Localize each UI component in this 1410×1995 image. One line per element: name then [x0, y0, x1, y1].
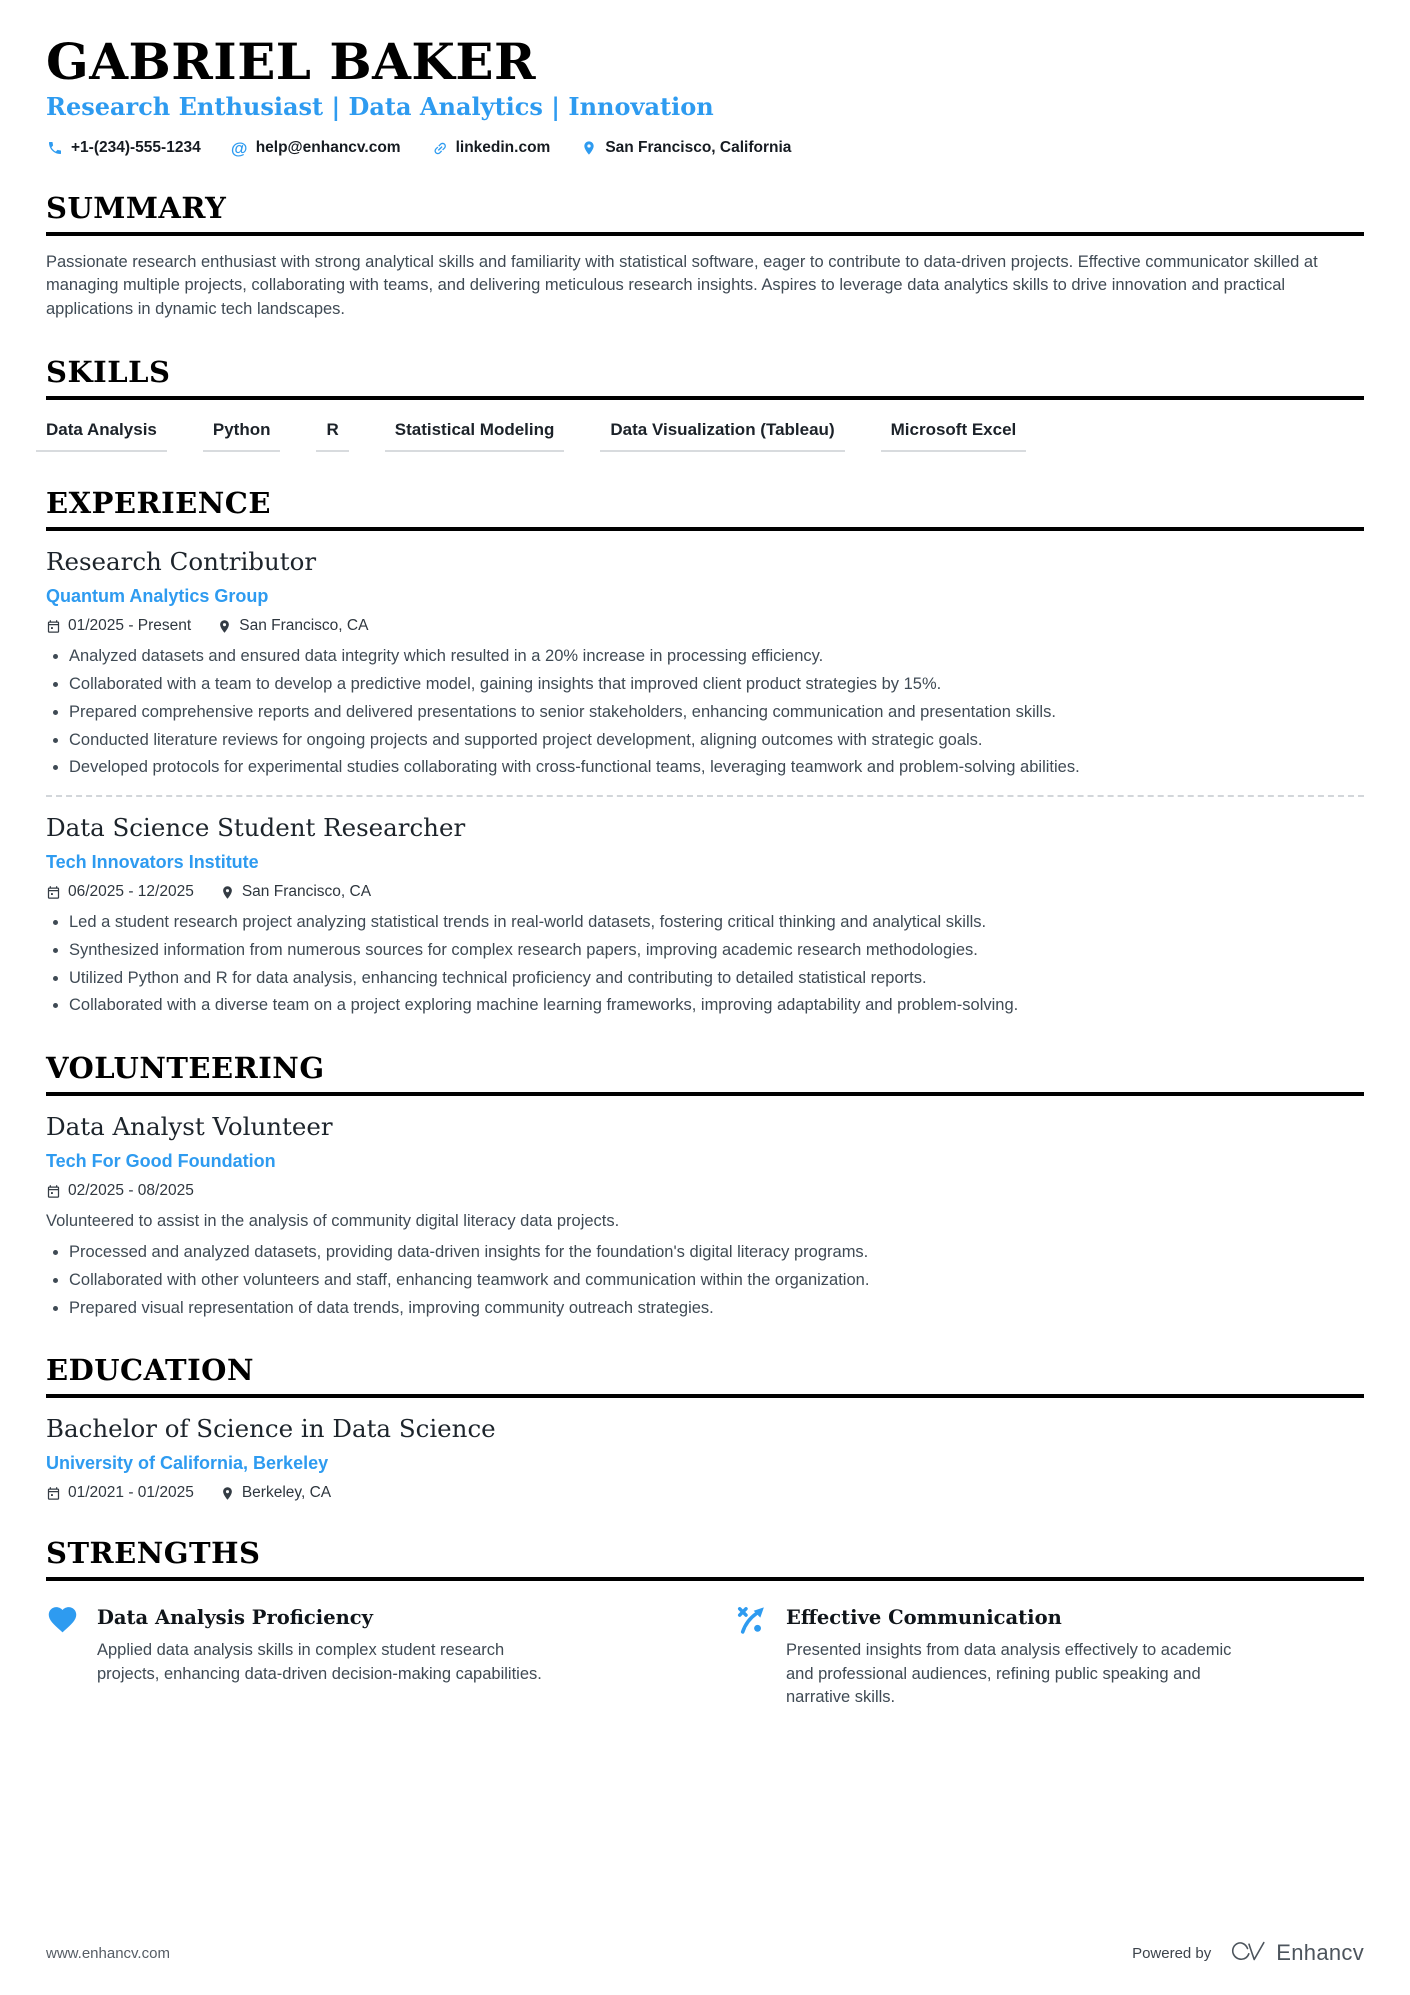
- section-strengths: [46, 1536, 1364, 1709]
- calendar-icon: [46, 885, 61, 900]
- link-icon: [427, 136, 451, 160]
- strength-item: [735, 1603, 1364, 1709]
- bullet: • Synthesized information from numerous sources for complex research papers, improving academic research methodologies.: [69, 939, 1364, 962]
- strengths-grid: [46, 1603, 1364, 1709]
- volunteer-company: Tech For Good Foundation: [46, 1151, 276, 1172]
- education-entry: [46, 1414, 1364, 1502]
- job-bullets: [46, 911, 1364, 1017]
- pin-icon: [220, 1486, 235, 1501]
- skill-item: Python: [203, 420, 281, 452]
- contact-row: [46, 139, 1364, 157]
- calendar-icon: [46, 1486, 61, 1501]
- school-name: University of California, Berkeley: [46, 1453, 329, 1474]
- job-title: Research Contributor: [46, 547, 317, 577]
- volunteering-entry: [46, 1112, 1364, 1319]
- pin-icon: [220, 885, 235, 900]
- experience-entry: [46, 547, 1364, 779]
- contact-phone: [46, 139, 201, 157]
- job-location: San Francisco, CA: [220, 883, 371, 901]
- section-volunteering: [46, 1051, 1364, 1319]
- candidate-tagline: Research Enthusiast | Data Analytics | Innovation: [46, 92, 714, 121]
- entry-divider: [46, 795, 1364, 797]
- volunteer-bullets: [46, 1241, 1364, 1319]
- volunteer-title: Data Analyst Volunteer: [46, 1112, 333, 1142]
- bullet: • Conducted literature reviews for ongoing projects and supported project development, aligning outcomes with strategic goals.: [69, 729, 1364, 752]
- pin-icon: [580, 140, 597, 157]
- job-company: Quantum Analytics Group: [46, 586, 269, 607]
- calendar-icon: [46, 1184, 61, 1199]
- calendar-icon: [46, 619, 61, 634]
- job-title: Data Science Student Researcher: [46, 813, 466, 843]
- strengths-heading: STRENGTHS: [46, 1536, 1364, 1581]
- job-dates: 06/2025 - 12/2025: [46, 883, 194, 901]
- enhancv-logo-text: Enhancv: [1276, 1940, 1364, 1965]
- bullet: • Led a student research project analyzing statistical trends in real-world datasets, fostering critical thinking and analytical skills.: [69, 911, 1364, 934]
- candidate-name: GABRIEL BAKER: [46, 32, 537, 91]
- powered-by-label: Powered by: [1132, 1944, 1212, 1962]
- skill-item: Microsoft Excel: [881, 420, 1027, 452]
- page-footer: [46, 1939, 1364, 1967]
- pin-icon: [217, 619, 232, 634]
- strength-text: Presented insights from data analysis effectively to academic and professional audiences, refining public speaking and narrative skills.: [786, 1641, 1232, 1707]
- bullet: • Collaborated with a team to develop a predictive model, gaining insights that improved client product strategies by 15%.: [69, 673, 1364, 696]
- strategy-icon: [735, 1603, 771, 1709]
- contact-location: [580, 139, 791, 157]
- skills-heading: SKILLS: [46, 355, 1364, 400]
- strength-body: [786, 1603, 1248, 1709]
- skill-item: Statistical Modeling: [385, 420, 565, 452]
- bullet: • Analyzed datasets and ensured data integrity which resulted in a 20% increase in processing efficiency.: [69, 645, 1364, 668]
- contact-email[interactable]: [231, 139, 401, 157]
- contact-linkedin[interactable]: [431, 139, 551, 157]
- contact-phone-text: +1-(234)-555-1234: [71, 139, 201, 156]
- skill-item: R: [316, 420, 348, 452]
- strength-title: Data Analysis Proficiency: [97, 1606, 373, 1630]
- education-dates: 01/2021 - 01/2025: [46, 1484, 194, 1502]
- skill-item: Data Visualization (Tableau): [600, 420, 844, 452]
- at-icon: @: [230, 138, 248, 158]
- volunteering-heading: VOLUNTEERING: [46, 1051, 1364, 1096]
- skills-row: [46, 420, 1364, 452]
- powered-by: [1132, 1939, 1364, 1967]
- skill-item: Data Analysis: [36, 420, 167, 452]
- footer-site-link[interactable]: www.enhancv.com: [46, 1944, 170, 1962]
- strength-body: [97, 1603, 559, 1709]
- bullet: • Prepared visual representation of data trends, improving community outreach strategies.: [69, 1297, 1364, 1320]
- volunteer-dates: 02/2025 - 08/2025: [46, 1182, 194, 1200]
- experience-heading: EXPERIENCE: [46, 486, 1364, 531]
- volunteer-meta: [46, 1182, 1364, 1200]
- summary-heading: SUMMARY: [46, 191, 1364, 236]
- job-meta: [46, 617, 1364, 635]
- education-heading: EDUCATION: [46, 1353, 1364, 1398]
- summary-text: Passionate research enthusiast with strong analytical skills and familiarity with statistical software, eager to contribute to data-driven projects. Effective communicator skilled at managing multiple projects, collaborating with teams, and delivering meticulous research insights. Aspires to leverage data analytics skills to drive innovation and practical applications in dynamic tech landscapes.: [46, 253, 1318, 318]
- job-bullets: [46, 645, 1364, 779]
- enhancv-logo-icon: [1227, 1939, 1269, 1967]
- bullet: • Collaborated with other volunteers and staff, enhancing teamwork and communication within the organization.: [69, 1269, 1364, 1292]
- bullet: • Prepared comprehensive reports and delivered presentations to senior stakeholders, enhancing communication and presentation skills.: [69, 701, 1364, 724]
- volunteer-description: Volunteered to assist in the analysis of community digital literacy data projects.: [46, 1212, 620, 1231]
- bullet: • Utilized Python and R for data analysis, enhancing technical proficiency and contributing to detailed statistical reports.: [69, 967, 1364, 990]
- bullet: • Processed and analyzed datasets, providing data-driven insights for the foundation's digital literacy programs.: [69, 1241, 1364, 1264]
- strength-text: Applied data analysis skills in complex student research projects, enhancing data-driven decision-making capabilities.: [97, 1641, 542, 1683]
- bullet: • Developed protocols for experimental studies collaborating with cross-functional teams, leveraging teamwork and problem-solving abilities.: [69, 756, 1364, 779]
- contact-location-text: San Francisco, California: [605, 139, 792, 156]
- job-company: Tech Innovators Institute: [46, 852, 259, 873]
- degree-title: Bachelor of Science in Data Science: [46, 1414, 496, 1444]
- enhancv-logo[interactable]: [1227, 1939, 1364, 1967]
- section-summary: [46, 191, 1364, 321]
- section-skills: [46, 355, 1364, 452]
- contact-email-text: help@enhancv.com: [255, 139, 401, 156]
- bullet: • Collaborated with a diverse team on a project exploring machine learning frameworks, improving adaptability and problem-solving.: [69, 994, 1364, 1017]
- education-location: Berkeley, CA: [220, 1484, 331, 1502]
- strength-title: Effective Communication: [786, 1606, 1062, 1630]
- job-dates: 01/2025 - Present: [46, 617, 191, 635]
- strength-item: [46, 1603, 675, 1709]
- section-education: [46, 1353, 1364, 1502]
- section-experience: [46, 486, 1364, 1017]
- job-location: San Francisco, CA: [217, 617, 368, 635]
- heart-icon: [46, 1603, 82, 1709]
- phone-icon: [46, 140, 63, 157]
- job-meta: [46, 883, 1364, 901]
- contact-linkedin-text: linkedin.com: [455, 139, 551, 156]
- education-meta: [46, 1484, 1364, 1502]
- experience-entry: [46, 813, 1364, 1017]
